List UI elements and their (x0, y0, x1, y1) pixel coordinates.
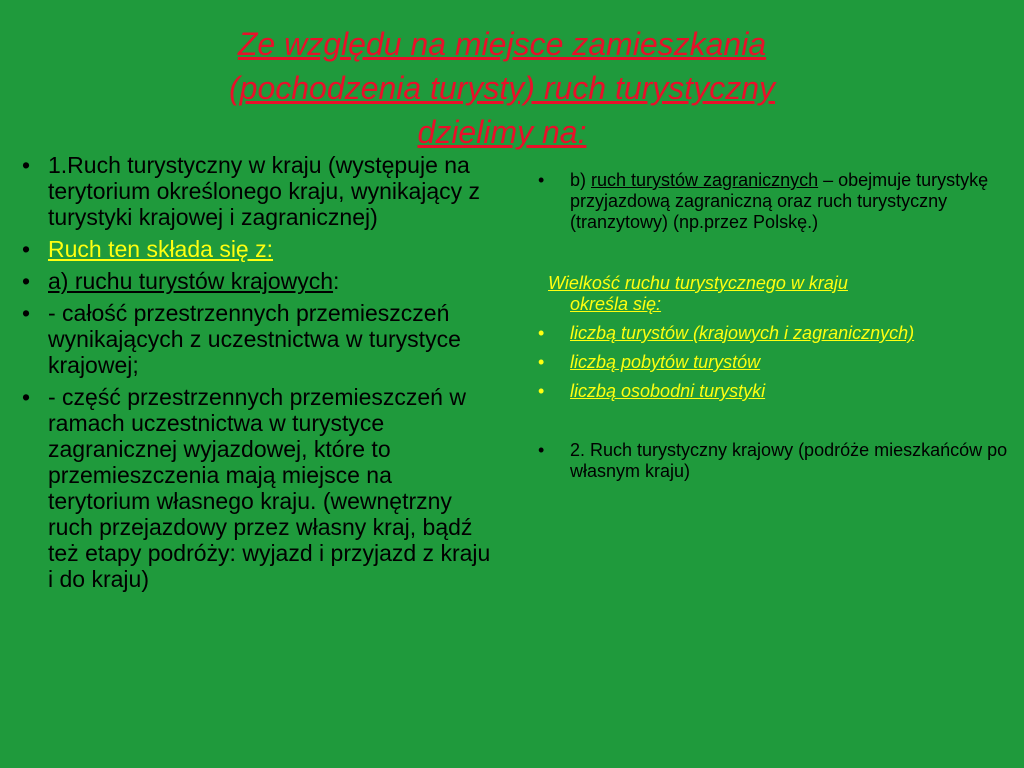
item-ruch-w-kraju: 1.Ruch turystyczny w kraju (występuje na terytorium określonego kraju, wynikający z turystyki krajowej i zagranicznej) (48, 152, 481, 230)
list-item (540, 381, 1015, 402)
item-b-prefix: b) (570, 170, 592, 190)
item-ruch-krajowy-2: 2. Ruch turystyczny krajowy (podróże mieszkańców po własnym kraju) (570, 440, 1008, 481)
item-ruch-krajowych-link[interactable]: a) ruchu turystów krajowych (48, 268, 334, 294)
list-item (540, 440, 1015, 482)
list-item (18, 300, 498, 378)
item-zagranicznych-link[interactable]: ruch turystów zagranicznych (591, 170, 819, 190)
left-bullet-list (18, 152, 498, 592)
bullet-icon: • (22, 268, 31, 294)
bullet-icon: • (22, 236, 31, 262)
item-calosc: - całość przestrzennych przemieszczeń wynikających z uczestnictwa w turystyce krajowej; (48, 300, 461, 378)
title-line-2: (pochodzenia turysty) ruch turystyczny (229, 70, 775, 106)
item-sklada-sie-link[interactable]: Ruch ten składa się z: (48, 236, 274, 262)
list-item (540, 170, 1015, 233)
right-bullet-list-measures (540, 323, 1015, 482)
item-ruch-krajowych-colon: : (333, 268, 340, 294)
bullet-icon: • (538, 323, 545, 343)
list-item (540, 352, 1015, 373)
bullet-icon: • (538, 170, 545, 190)
bullet-icon: • (22, 384, 31, 410)
right-column (540, 170, 1015, 482)
title-line-3: dzielimy na: (417, 114, 587, 150)
heading-line-1: Wielkość ruchu turystycznego w kraju (548, 273, 848, 293)
wielkosc-heading-link[interactable] (548, 273, 1015, 315)
slide-title (60, 22, 944, 154)
item-liczba-pobytow-link[interactable]: liczbą pobytów turystów (570, 352, 761, 372)
item-zagranicznych-desc: – obejmuje turystykę przyjazdową zagraniczną oraz ruch turystyczny (tranzytowy) (np.przez Polskę.) (570, 170, 989, 232)
item-liczba-osobodni-link[interactable]: liczbą osobodni turystyki (570, 381, 766, 401)
bullet-icon: • (538, 352, 545, 372)
bullet-icon: • (538, 381, 545, 401)
right-bullet-list-top (540, 170, 1015, 233)
left-column (18, 152, 498, 598)
item-liczba-turystow-link[interactable]: liczbą turystów (krajowych i zagranicznych) (570, 323, 915, 343)
bullet-icon: • (538, 440, 545, 460)
list-item (18, 268, 498, 294)
bullet-icon: • (22, 152, 31, 178)
list-item (540, 323, 1015, 344)
bullet-icon: • (22, 300, 31, 326)
list-item (18, 236, 498, 262)
list-item (18, 152, 498, 230)
title-line-1: Ze względu na miejsce zamieszkania (237, 26, 767, 62)
item-czesc: - część przestrzennych przemieszczeń w ramach uczestnictwa w turystyce zagranicznej wyjazdowej, które to przemieszczenia mają miejsce na terytorium własnego kraju. (wewnętrzny ruch przejazdowy przez własny kraj, bądź też etapy podróży: wyjazd i przyjazd z kraju i do kraju) (48, 384, 491, 592)
heading-line-2: określa się: (570, 294, 662, 314)
list-item (18, 384, 498, 592)
